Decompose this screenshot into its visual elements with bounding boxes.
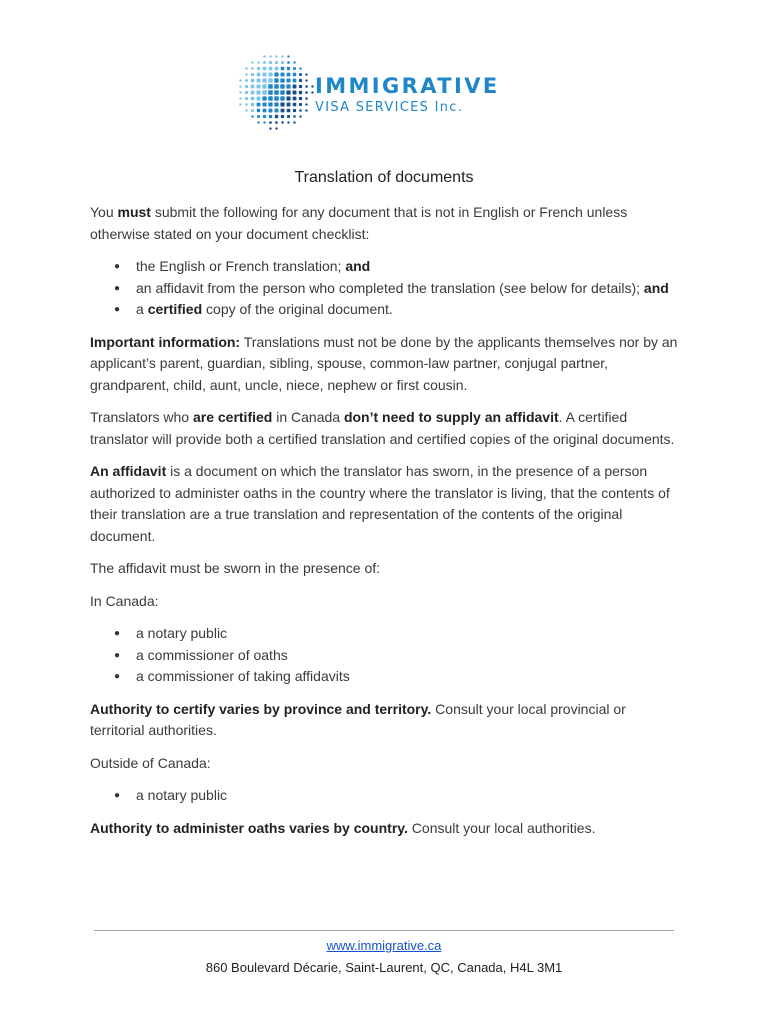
globe-tile (287, 55, 289, 57)
globe-tile (257, 79, 261, 83)
authority-certify-paragraph: Authority to certify varies by province and territory. Consult your local provincial or territorial authorities. (90, 700, 626, 738)
globe-tile (251, 103, 254, 106)
list-item: ● the English or French translation; and (90, 256, 680, 278)
globe-tile (287, 121, 289, 123)
globe-tile (275, 55, 277, 57)
globe-tile (257, 109, 260, 112)
globe-tile (274, 102, 278, 106)
globe-tile (280, 78, 284, 82)
list-item: ● a notary public (90, 785, 680, 807)
globe-tile (245, 79, 248, 82)
globe-tile (293, 73, 296, 76)
sworn-intro: The affidavit must be sworn in the presence of: (90, 560, 381, 576)
globe-tile (287, 109, 291, 113)
globe-tile (251, 73, 254, 76)
globe-tile (293, 85, 297, 89)
globe-tile (269, 109, 273, 113)
globe-tile (263, 61, 266, 64)
globe-tile (256, 90, 260, 94)
globe-tile (293, 103, 297, 107)
globe-tile (245, 67, 247, 69)
globe-tile (257, 103, 261, 107)
globe-tile (299, 91, 302, 94)
globe-tile (287, 73, 291, 77)
globe-tile (239, 85, 241, 87)
globe-tile (305, 91, 308, 94)
globe-tile (239, 103, 241, 105)
globe-tile (263, 109, 267, 113)
globe-tile (262, 78, 266, 82)
list-item: ● an affidavit from the person who completed the translation (see below for details); and (90, 278, 680, 300)
globe-tile (262, 84, 266, 88)
globe-tile (262, 90, 266, 94)
in-canada-list (90, 623, 680, 688)
globe-tile (293, 67, 296, 70)
globe-tile (281, 67, 285, 71)
globe-tile (281, 115, 284, 118)
globe-tile (257, 73, 261, 77)
globe-tile (245, 85, 248, 88)
globe-tile (245, 97, 248, 100)
intro-paragraph: You must submit the following for any document that is not in English or French unless otherwise stated on your document checklist: (90, 204, 628, 242)
globe-tile (269, 67, 273, 71)
globe-tile (293, 121, 295, 123)
globe-tile (311, 85, 313, 87)
globe-tile (251, 61, 253, 63)
globe-tile (281, 121, 283, 123)
outside-canada-label: Outside of Canada: (90, 754, 211, 771)
globe-tile (275, 109, 279, 113)
globe-tile (280, 102, 284, 106)
globe-tile (256, 84, 260, 88)
footer-divider (94, 930, 674, 931)
document-body (90, 202, 680, 850)
globe-tile (305, 79, 307, 81)
globe-tile (274, 78, 278, 82)
globe-tile (286, 96, 290, 100)
globe-tile (281, 61, 284, 64)
globe-tile (287, 67, 290, 70)
globe-tile (257, 115, 260, 118)
globe-tile (251, 91, 255, 95)
globe-tile (280, 90, 285, 95)
globe-tile (251, 85, 255, 89)
globe-tile (305, 85, 308, 88)
globe-tile (305, 97, 307, 99)
globe-tile (275, 127, 277, 129)
globe-tile (268, 72, 272, 76)
globe-tile (269, 55, 271, 57)
globe-tile (275, 115, 278, 118)
globe-tile (268, 102, 272, 106)
list-item: ● a notary public (90, 623, 680, 645)
globe-tile (280, 96, 284, 100)
globe-tile (257, 67, 260, 70)
globe-tile (293, 91, 297, 95)
page-title: Translation of documents (294, 169, 474, 186)
company-logo (236, 50, 506, 132)
globe-tile (256, 96, 260, 100)
globe-tile (293, 115, 295, 117)
globe-tile (251, 97, 255, 101)
globe-tile (262, 96, 266, 100)
globe-tile (245, 103, 248, 106)
globe-tile (263, 121, 265, 123)
globe-tile (245, 109, 247, 111)
globe-tile (280, 72, 284, 76)
footer-website-link[interactable]: www.immigrative.ca (326, 938, 442, 953)
globe-tile (275, 121, 278, 124)
list-item: ● a commissioner of taking affidavits (90, 666, 680, 688)
globe-tile (287, 115, 290, 118)
globe-tile (262, 102, 266, 106)
globe-tile (293, 97, 297, 101)
globe-tile (274, 84, 279, 89)
globe-tile (305, 109, 307, 111)
globe-tile (299, 67, 301, 69)
globe-icon (236, 50, 316, 132)
globe-tile (268, 90, 273, 95)
affidavit-paragraph: An affidavit is a document on which the translator has sworn, in the presence of a person authorized to administer oaths in the country where the translator is living, that the contents of their translation are a true translation and representation of the contents of the original document. (90, 463, 670, 544)
globe-tile (268, 96, 272, 100)
globe-tile (299, 97, 302, 100)
logo-subtitle: VISA SERVICES Inc. (315, 100, 464, 115)
globe-tile (280, 84, 284, 88)
globe-tile (287, 103, 291, 107)
requirements-list (90, 256, 680, 321)
globe-tile (293, 61, 295, 63)
globe-tile (299, 103, 302, 106)
globe-tile (299, 79, 302, 82)
globe-tile (311, 91, 313, 93)
globe-tile (299, 109, 301, 111)
globe-tile (269, 121, 272, 124)
globe-tile (299, 73, 302, 76)
globe-tile (274, 72, 278, 76)
globe-tile (269, 127, 271, 129)
globe-tile (275, 61, 278, 64)
important-paragraph: Important information: Translations must not be done by the applicants themselves nor by an applicant’s parent, guardian, sibling, spouse, common-law partner, conjugal partner, grandparent, child, aunt, uncle, niece, nephew or first cousin. (90, 333, 678, 393)
globe-tile (268, 78, 272, 82)
globe-tile (251, 79, 254, 82)
globe-tile (263, 73, 267, 77)
globe-tile (239, 91, 241, 93)
globe-tile (299, 85, 302, 88)
globe-tile (281, 55, 283, 57)
globe-tile (269, 61, 272, 64)
globe-tile (293, 109, 296, 112)
globe-tile (293, 79, 297, 83)
globe-tile (263, 55, 265, 57)
globe-tile (251, 115, 253, 117)
globe-tile (281, 109, 285, 113)
globe-tile (274, 96, 279, 101)
globe-tile (299, 115, 301, 117)
globe-tile (251, 67, 254, 70)
globe-tile (287, 61, 290, 64)
globe-tile (286, 78, 290, 82)
globe-tile (263, 67, 266, 70)
globe-tile (286, 90, 290, 94)
globe-tile (251, 109, 254, 112)
globe-tile (245, 91, 248, 94)
globe-tile (275, 67, 279, 71)
globe-tile (305, 73, 307, 75)
globe-tile (274, 90, 279, 95)
globe-tile (257, 61, 259, 63)
authority-oaths-paragraph: Authority to administer oaths varies by country. Consult your local authorities. (90, 819, 596, 836)
translators-paragraph: Translators who are certified in Canada don’t need to supply an affidavit. A certified translator will provide both a certified translation and certified copies of the original documents. (90, 409, 675, 447)
footer-address: 860 Boulevard Décarie, Saint-Laurent, QC, Canada, H4L 3M1 (205, 960, 563, 975)
in-canada-label: In Canada: (90, 592, 159, 609)
globe-tile (263, 115, 266, 118)
globe-tile (257, 121, 259, 123)
list-item: ● a commissioner of oaths (90, 645, 680, 667)
logo-name: IMMIGRATIVE (315, 74, 500, 98)
globe-tile (286, 84, 290, 88)
globe-tile (268, 84, 273, 89)
globe-tile (305, 103, 307, 105)
globe-tile (269, 115, 272, 118)
globe-tile (239, 97, 241, 99)
globe-tile (239, 79, 241, 81)
outside-canada-list (90, 785, 680, 807)
list-item: ● a certified copy of the original document. (90, 299, 680, 321)
globe-tile (245, 73, 247, 75)
